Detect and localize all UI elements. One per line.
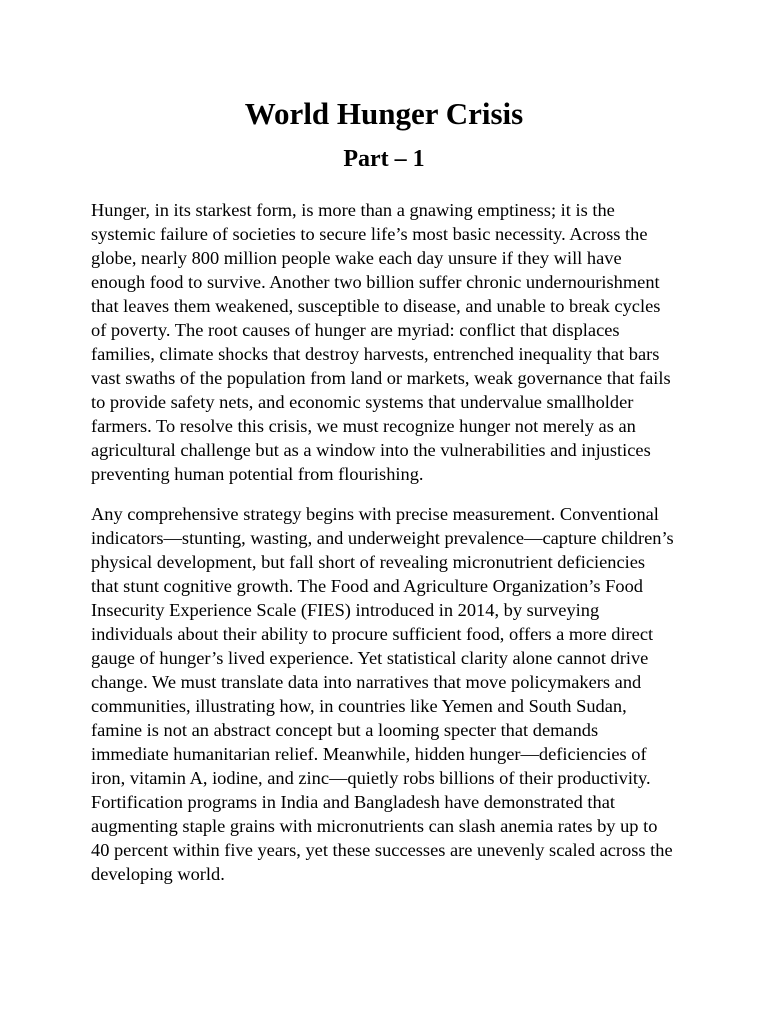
page-subtitle: Part – 1 [343,146,425,172]
body-paragraph-2: Any comprehensive strategy begins with precise measurement. Conventional indicators—stunting, wasting, and underweight prevalence—capture children’s physical development, but fall short of revealing micronutrient deficiencies that stunt cognitive growth. The Food and Agriculture Organization’s Food Insecurity Experience Scale (FIES) introduced in 2014, by surveying individuals about their ability to procure sufficient food, offers a more direct gauge of hunger’s lived experience. Yet statistical clarity alone cannot drive change. We must translate data into narratives that move policymakers and communities, illustrating how, in countries like Yemen and South Sudan, famine is not an abstract concept but a looming specter that demands immediate humanitarian relief. Meanwhile, hidden hunger—deficiencies of iron, vitamin A, iodine, and zinc—quietly robs billions of their productivity. Fortification programs in India and Bangladesh have demonstrated that augmenting staple grains with micronutrients can slash anemia rates by up to 40 percent within five years, yet these successes are unevenly scaled across the developing world. [91,504,674,884]
page-title: World Hunger Crisis [244,96,524,131]
body-paragraph-1: Hunger, in its starkest form, is more than a gnawing emptiness; it is the systemic failure of societies to secure life’s most basic necessity. Across the globe, nearly 800 million people wake each day unsure if they will have enough food to survive. Another two billion suffer chronic undernourishment that leaves them weakened, susceptible to disease, and unable to break cycles of poverty. The root causes of hunger are myriad: conflict that displaces families, climate shocks that destroy harvests, entrenched inequality that bars vast swaths of the population from land or markets, weak governance that fails to provide safety nets, and economic systems that undervalue smallholder farmers. To resolve this crisis, we must recognize hunger not merely as an agricultural challenge but as a window into the vulnerabilities and injustices preventing human potential from flourishing. [91,200,671,484]
